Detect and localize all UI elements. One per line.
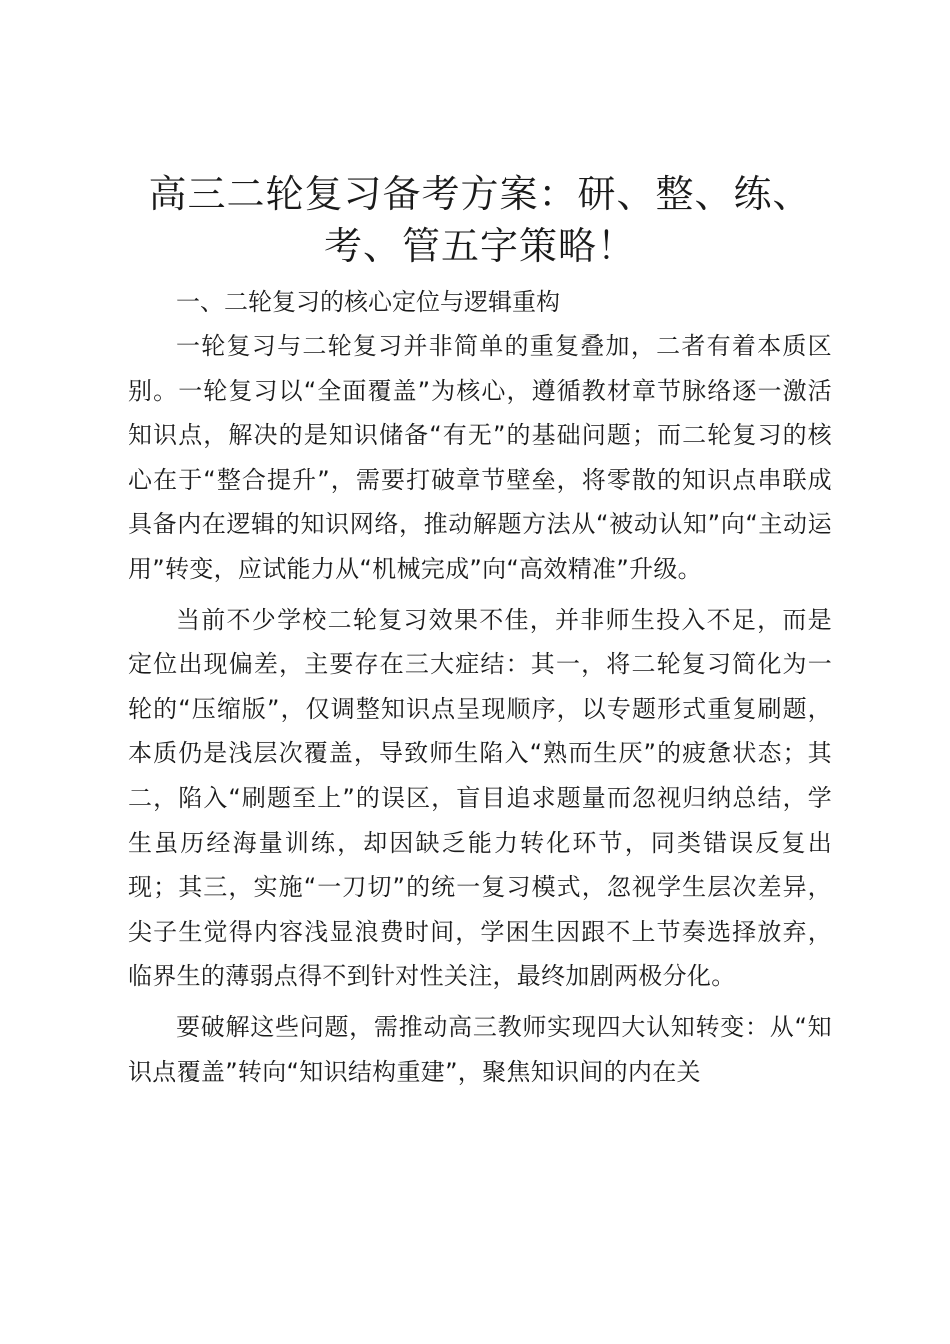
- document-title: 高三二轮复习备考方案：研、整、练、考、管五字策略！: [148, 172, 812, 268]
- section-heading: 一、二轮复习的核心定位与逻辑重构: [176, 288, 560, 316]
- body-paragraph-1: 一轮复习与二轮复习并非简单的重复叠加，二者有着本质区别。一轮复习以“全面覆盖”为核心，遵循教材章节脉络逐一激活知识点，解决的是知识储备“有无”的基础问题；而二轮复习的核心在于“整合提升”，需要打破章节壁垒，将零散的知识点串联成具备内在逻辑的知识网络，推动解题方法从“被动认知”向“主动运用”转变，应试能力从“机械完成”向“高效精准”升级。: [128, 332, 832, 583]
- document-page: [128, 168, 832, 1094]
- body-paragraph-3: 要破解这些问题，需推动高三教师实现四大认知转变：从“知识点覆盖”转向“知识结构重建”，聚焦知识间的内在关: [128, 1012, 832, 1086]
- body-paragraph-2: 当前不少学校二轮复习效果不佳，并非师生投入不足，而是定位出现偏差，主要存在三大症结：其一，将二轮复习简化为一轮的“压缩版”，仅调整知识点呈现顺序，以专题形式重复刷题，本质仍是浅层次覆盖，导致师生陷入“熟而生厌”的疲惫状态；其二，陷入“刷题至上”的误区，盲目追求题量而忽视归纳总结，学生虽历经海量训练，却因缺乏能力转化环节，同类错误反复出现；其三，实施“一刀切”的统一复习模式，忽视学生层次差异，尖子生觉得内容浅显浪费时间，学困生因跟不上节奏选择放弃，临界生的薄弱点得不到针对性关注，最终加剧两极分化。: [128, 605, 832, 991]
